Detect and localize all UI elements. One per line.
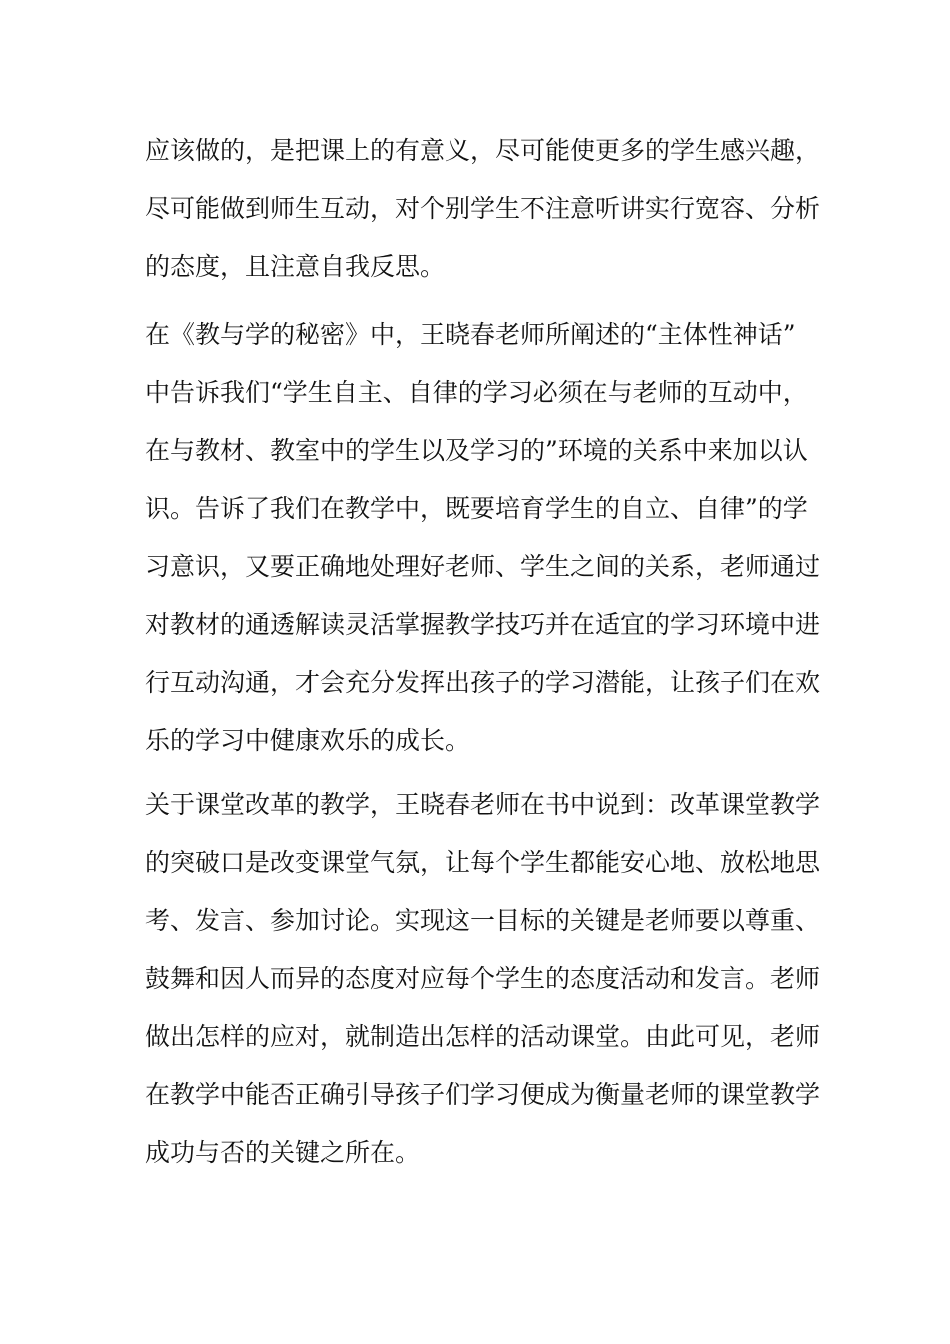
paragraph-line: 中告诉我们“学生自主、自律的学习必须在与老师的互动中， bbox=[145, 378, 808, 407]
paragraph-line: 在《教与学的秘密》中，王晓春老师所阐述的“主体性神话” bbox=[145, 320, 796, 349]
paragraph-line: 成功与否的关键之所在。 bbox=[145, 1138, 421, 1167]
paragraph-line: 应该做的，是把课上的有意义，尽可能使更多的学生感兴趣， bbox=[145, 136, 821, 165]
paragraph-line: 尽可能做到师生互动，对个别学生不注意听讲实行宽容、分析 bbox=[145, 194, 821, 223]
paragraph-line: 识。告诉了我们在教学中，既要培育学生的自立、自律”的学 bbox=[145, 494, 808, 523]
paragraph-line: 的态度，且注意自我反思。 bbox=[145, 252, 446, 281]
paragraph-line: 行互动沟通，才会充分发挥出孩子的学习潜能，让孩子们在欢 bbox=[145, 668, 821, 697]
paragraph-line: 做出怎样的应对，就制造出怎样的活动课堂。由此可见，老师 bbox=[145, 1022, 821, 1051]
paragraph-line: 对教材的通透解读灵活掌握教学技巧并在适宜的学习环境中进 bbox=[145, 610, 821, 639]
paragraph-line: 关于课堂改革的教学，王晓春老师在书中说到：改革课堂教学 bbox=[145, 790, 821, 819]
paragraph-line: 考、发言、参加讨论。实现这一目标的关键是老师要以尊重、 bbox=[145, 906, 821, 935]
paragraph-line: 在教学中能否正确引导孩子们学习便成为衡量老师的课堂教学 bbox=[145, 1080, 821, 1109]
paragraph-line: 乐的学习中健康欢乐的成长。 bbox=[145, 726, 471, 755]
paragraph-line: 的突破口是改变课堂气氛，让每个学生都能安心地、放松地思 bbox=[145, 848, 821, 877]
paragraph-line: 鼓舞和因人而异的态度对应每个学生的态度活动和发言。老师 bbox=[145, 964, 821, 993]
paragraph-line: 在与教材、教室中的学生以及学习的”环境的关系中来加以认 bbox=[145, 436, 808, 465]
paragraph-line: 习意识，又要正确地处理好老师、学生之间的关系，老师通过 bbox=[145, 552, 821, 581]
